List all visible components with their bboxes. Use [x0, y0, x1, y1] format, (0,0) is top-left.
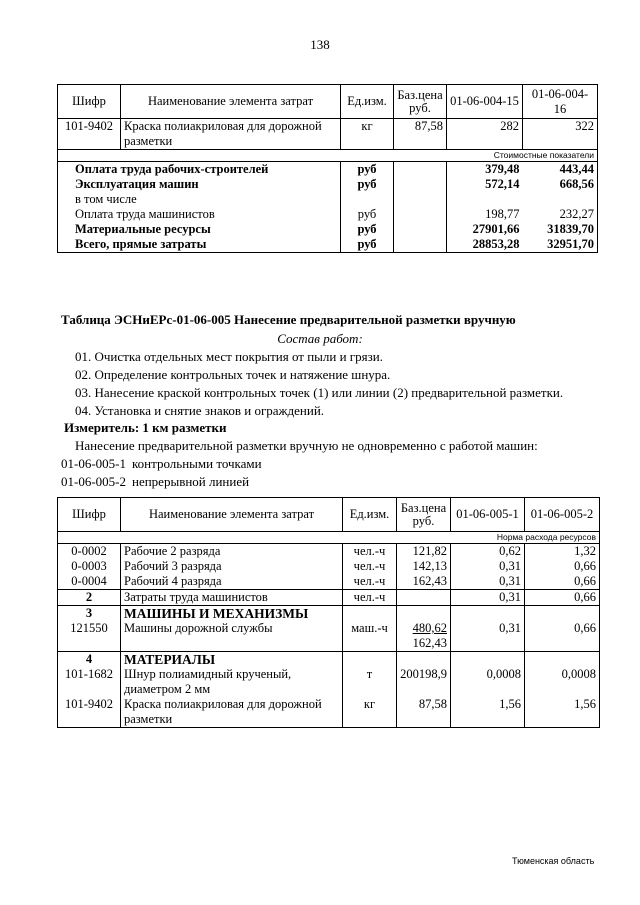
row-value-1: 379,48 [447, 162, 523, 178]
work-item: 02. Определение контрольных точек и натяжение шнура. [75, 367, 391, 382]
work-item: 01. Очистка отдельных мест покрытия от пыли и грязи. [75, 349, 383, 364]
footer-region: Тюменская область [512, 856, 595, 866]
row-unit: кг [343, 697, 397, 728]
row-price: 142,13 [397, 559, 451, 574]
table-row [58, 162, 598, 178]
row-price: 200198,9 [397, 667, 451, 697]
row-value-2: 443,44 [523, 162, 598, 178]
header-col2: 01-06-004-16 [523, 85, 598, 119]
row-value-1: 27901,66 [472, 222, 520, 236]
row-value-2: 1,56 [525, 697, 600, 728]
row-value-1: 0,31 [451, 559, 525, 574]
row-value-1: 0,62 [451, 544, 525, 560]
header-name: Наименование элемента затрат [121, 498, 343, 532]
section-label: Норма расхода ресурсов [451, 532, 600, 544]
resource-table-2 [57, 497, 600, 728]
header-name: Наименование элемента затрат [121, 85, 341, 119]
table-row [58, 697, 600, 728]
group-name: МАШИНЫ И МЕХАНИЗМЫ [121, 606, 343, 622]
table-row [58, 207, 598, 222]
description: Нанесение предварительной разметки вручную не одновременно с работой машин: [75, 438, 538, 453]
table-row [58, 177, 598, 192]
table-row [58, 119, 598, 150]
row-code: 2 [58, 590, 121, 606]
row-name: Затраты труда машинистов [121, 590, 343, 606]
row-name: Рабочие 2 разряда [121, 544, 343, 560]
row-price [397, 621, 451, 652]
row-unit: руб [341, 207, 394, 222]
group-code: 3 [58, 606, 121, 622]
table-header-row [58, 498, 600, 532]
row-value-2: 232,27 [523, 207, 598, 222]
row-unit: т [343, 667, 397, 697]
row-unit: руб [341, 237, 394, 253]
table-row [58, 667, 600, 697]
row-code: 0-0002 [58, 544, 121, 560]
group-row [58, 606, 600, 622]
row-value-2: 1,32 [525, 544, 600, 560]
header-unit: Ед.изм. [343, 498, 397, 532]
row-unit: маш.-ч [343, 621, 397, 652]
row-value-2: 0,66 [525, 621, 600, 652]
row-price: 121,82 [397, 544, 451, 560]
row-name: Всего, прямые затраты [75, 237, 207, 251]
row-value-2: 0,0008 [525, 667, 600, 697]
header-col2: 01-06-005-2 [525, 498, 600, 532]
table-row [58, 621, 600, 652]
header-unit: Ед.изм. [341, 85, 394, 119]
section-label-row [58, 150, 598, 162]
row-value-1: 1,56 [451, 697, 525, 728]
row-value-2: 0,66 [525, 574, 600, 590]
row-code: 121550 [58, 621, 121, 652]
row-unit: руб [341, 162, 394, 178]
item-value-2: 322 [523, 119, 598, 150]
row-price [397, 590, 451, 606]
row-code: 101-1682 [58, 667, 121, 697]
group-code: 4 [58, 652, 121, 668]
row-price: 162,43 [397, 574, 451, 590]
cost-table-1 [57, 84, 598, 253]
row-value-1: 28853,28 [447, 237, 523, 253]
header-code: Шифр [58, 498, 121, 532]
header-col1: 01-06-005-1 [451, 498, 525, 532]
table-row [58, 222, 598, 237]
row-value-2: 0,66 [525, 590, 600, 606]
work-item: 04. Установка и снятие знаков и ограждений. [75, 403, 325, 418]
row-value-1: 0,0008 [451, 667, 525, 697]
group-name: МАТЕРИАЛЫ [121, 652, 343, 668]
table-row [58, 192, 598, 207]
row-unit: руб [341, 222, 394, 237]
row-unit: чел.-ч [343, 559, 397, 574]
table-row [58, 544, 600, 560]
row-code: 0-0004 [58, 574, 121, 590]
header-code: Шифр [58, 85, 121, 119]
row-code: 101-9402 [58, 697, 121, 728]
price-bottom: 162,43 [412, 636, 447, 650]
row-name: Материальные ресурсы [75, 222, 211, 236]
price-top: 480,62 [412, 621, 447, 635]
row-value-1: 0,31 [451, 590, 525, 606]
row-price: 87,58 [397, 697, 451, 728]
variant-text: контрольными точками [132, 456, 262, 471]
work-item: 03. Нанесение краской контрольных точек (1) или линии (2) предварительной разметки. [75, 385, 564, 400]
section-label-row [58, 532, 600, 544]
item-code: 101-9402 [58, 119, 121, 150]
row-name: Эксплуатация машин [75, 177, 199, 191]
item-price: 87,58 [394, 119, 447, 150]
row-value-2: 31839,70 [523, 222, 598, 237]
item-unit: кг [341, 119, 394, 150]
row-value-1: 0,31 [451, 621, 525, 652]
row-code: 0-0003 [58, 559, 121, 574]
variant-code: 01-06-005-1 [61, 456, 126, 471]
group-row [58, 652, 600, 668]
table-row [58, 590, 600, 606]
table-row [58, 559, 600, 574]
table-row [58, 574, 600, 590]
page-number: 138 [310, 37, 330, 52]
header-price: Баз.цена руб. [394, 85, 447, 119]
row-value-1: 572,14 [485, 177, 520, 191]
row-name: Шнур полиамидный крученый, диаметром 2 мм [121, 667, 343, 697]
row-unit: чел.-ч [343, 574, 397, 590]
row-name: Оплата труда рабочих-строителей [75, 162, 269, 176]
row-name: в том числе [75, 192, 137, 206]
row-unit: чел.-ч [343, 544, 397, 560]
item-name: Краска полиакриловая для дорожной разметки [121, 119, 341, 150]
row-value-2: 0,66 [525, 559, 600, 574]
section-title: Таблица ЭСНиЕРс-01-06-005 Нанесение предварительной разметки вручную [61, 312, 516, 327]
item-value-1: 282 [447, 119, 523, 150]
variant-code: 01-06-005-2 [61, 474, 126, 489]
table-row [58, 237, 598, 253]
row-unit: руб [341, 177, 394, 192]
header-col1: 01-06-004-15 [447, 85, 523, 119]
composition-title: Состав работ: [277, 331, 363, 346]
row-value-1: 0,31 [451, 574, 525, 590]
header-price: Баз.цена руб. [397, 498, 451, 532]
meter: Измеритель: 1 км разметки [64, 420, 227, 435]
variant-text: непрерывной линией [132, 474, 250, 489]
row-name: Оплата труда машинистов [75, 207, 215, 221]
table-header-row [58, 85, 598, 119]
row-name: Машины дорожной службы [121, 621, 343, 652]
row-value-2: 668,56 [523, 177, 598, 192]
row-value-2: 32951,70 [523, 237, 598, 253]
row-unit: чел.-ч [343, 590, 397, 606]
row-name: Рабочий 4 разряда [121, 574, 343, 590]
section-label: Стоимостные показатели [447, 150, 598, 162]
row-value-1: 198,77 [485, 207, 520, 221]
row-name: Рабочий 3 разряда [121, 559, 343, 574]
row-name: Краска полиакриловая для дорожной разметки [121, 697, 343, 728]
